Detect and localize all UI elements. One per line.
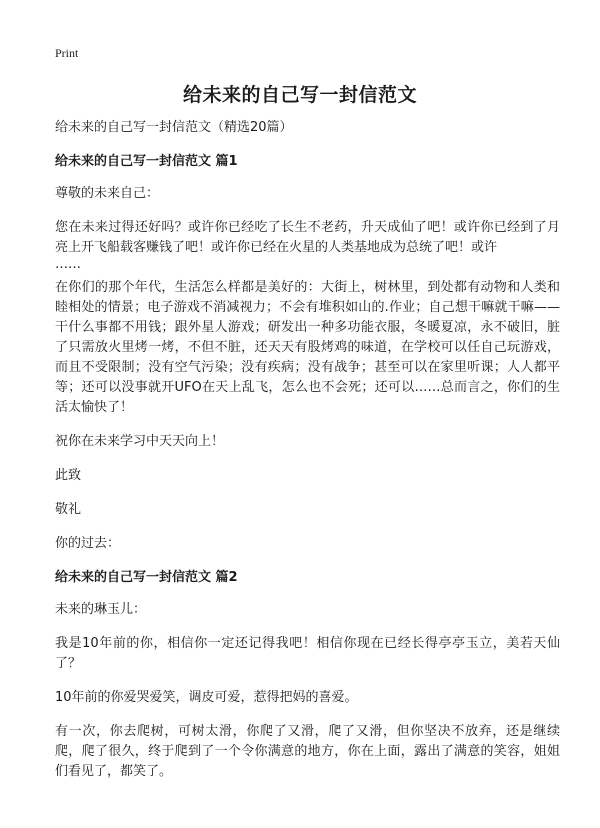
closing-line-1: 此致 [55, 468, 82, 483]
section-heading-2: 给未来的自己写一封信范文 篇2 [55, 570, 238, 585]
paragraph-2-2: 10年前的你爱哭爱笑，调皮可爱，惹得把妈的喜爱。 [55, 690, 358, 705]
document-body [55, 118, 560, 796]
document-subtitle: 给未来的自己写一封信范文（精选20篇） [55, 120, 293, 135]
signature-line: 你的过去： [55, 536, 121, 551]
paragraph-1-1: 您在未来过得还好吗？或许你已经吃了长生不老药，升天成仙了吧！或许你已经到了月亮上开飞船载客赚钱了吧！或许你已经在火星的人类基地成为总统了吧！或许 [55, 220, 560, 255]
section-heading-1: 给未来的自己写一封信范文 篇1 [55, 154, 238, 169]
salutation-2: 未来的琳玉儿： [55, 602, 147, 617]
print-label: Print [55, 46, 79, 60]
page-title: 给未来的自己写一封信范文 [182, 84, 417, 106]
closing-line-2: 敬礼 [55, 502, 82, 517]
paragraph-2-1: 我是10年前的你，相信你一定还记得我吧！相信你现在已经长得亭亭玉立，美若天仙了？ [55, 636, 560, 671]
wish-line: 祝你在未来学习中天天向上！ [55, 434, 225, 449]
paragraph-1-2: 在你们的那个年代，生活怎么样都是美好的：大街上，树林里，到处都有动物和人类和睦相处的情景；电子游戏不消减视力；不会有堆积如山的.作业；自己想干嘛就干嘛——干什么事都不用钱；跟外星人游戏；研发出一种多功能衣服，冬暖夏凉，永不破旧，脏了只需放火里烤一烤，不但不脏，还天天有股烤鸡的味道，在学校可以任自己玩游戏，而且不受限制；没有空气污染；没有疾病；没有战争；甚至可以在家里听课；人人都平等；还可以没事就开UFO在天上乱飞，怎么也不会死；还可以……总而言之，你们的生活太愉快了！ [55, 280, 560, 415]
paragraph-2-3: 有一次，你去爬树，可树太滑，你爬了又滑，爬了又滑，但你坚决不放弃，还是继续爬，爬了很久，终于爬到了一个令你满意的地方，你在上面，露出了满意的笑容，姐姐们看见了，都笑了。 [55, 724, 560, 779]
ellipsis-1: …… [55, 257, 81, 272]
salutation-1: 尊敬的未来自己： [55, 186, 160, 201]
